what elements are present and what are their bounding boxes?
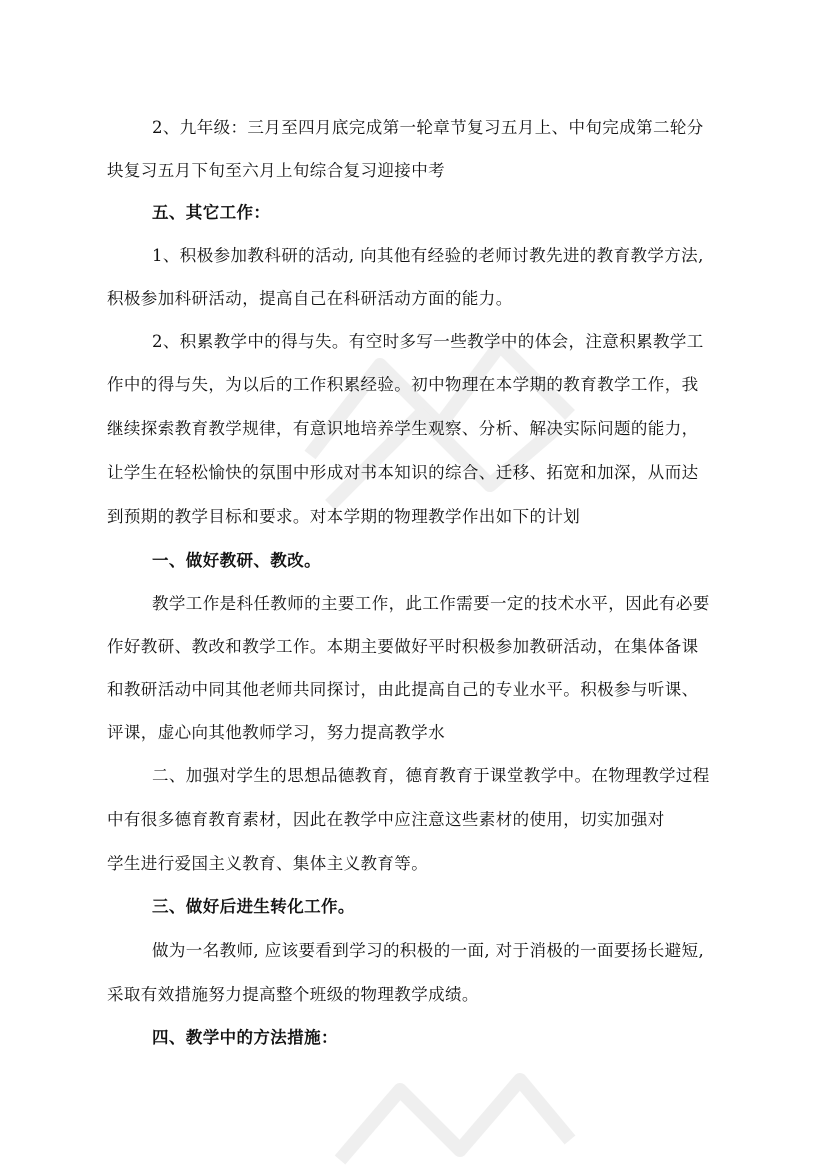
section-heading-methods: 四、教学中的方法措施：	[152, 1028, 338, 1047]
paragraph-line: 二、加强对学生的思想品德教育，德育教育于课堂教学中。在物理教学过程	[152, 766, 710, 785]
paragraph-line: 继续探索教育教学规律，有意识地培养学生观察、分析、解决实际问题的能力，	[107, 419, 699, 438]
paragraph-line: 到预期的教学目标和要求。对本学期的物理教学作出如下的计划	[107, 507, 581, 526]
paragraph-line: 让学生在轻松愉快的氛围中形成对书本知识的综合、迁移、拓宽和加深，从而达	[107, 463, 699, 482]
paragraph-line: 评课，虚心向其他教师学习，努力提高教学水	[107, 723, 445, 742]
paragraph-line: 1、积极参加教科研的活动, 向其他有经验的老师讨教先进的教育教学方法,	[152, 246, 704, 265]
section-heading-other-work: 五、其它工作：	[152, 203, 271, 222]
paragraph-line: 做为一名教师, 应该要看到学习的积极的一面, 对于消极的一面要扬长避短,	[152, 941, 705, 960]
paragraph-line: 2、积累教学中的得与失。有空时多写一些教学中的体会，注意积累教学工	[152, 332, 704, 351]
paragraph-line: 和教研活动中同其他老师共同探讨，由此提高自己的专业水平。积极参与听课、	[107, 680, 699, 699]
paragraph-line: 作好教研、教改和教学工作。本期主要做好平时积极参加教研活动，在集体备课	[107, 637, 699, 656]
watermark-icon	[320, 1060, 580, 1174]
paragraph-line: 2、九年级：三月至四月底完成第一轮章节复习五月上、中旬完成第二轮分	[152, 118, 704, 137]
paragraph-line: 块复习五月下旬至六月上旬综合复习迎接中考	[107, 161, 445, 180]
section-heading-underachievers: 三、做好后进生转化工作。	[152, 897, 355, 916]
paragraph-line: 作中的得与失，为以后的工作积累经验。初中物理在本学期的教育教学工作，我	[107, 375, 699, 394]
paragraph-line: 中有很多德育教育素材，因此在教学中应注意这些素材的使用，切实加强对	[107, 810, 665, 829]
section-heading-teaching-research: 一、做好教研、教改。	[152, 551, 321, 570]
paragraph-line: 教学工作是科任教师的主要工作，此工作需要一定的技术水平，因此有必要	[152, 594, 710, 613]
paragraph-line: 积极参加科研活动，提高自己在科研活动方面的能力。	[107, 289, 513, 308]
paragraph-line: 采取有效措施努力提高整个班级的物理教学成绩。	[107, 985, 479, 1004]
paragraph-line: 学生进行爱国主义教育、集体主义教育等。	[107, 854, 429, 873]
